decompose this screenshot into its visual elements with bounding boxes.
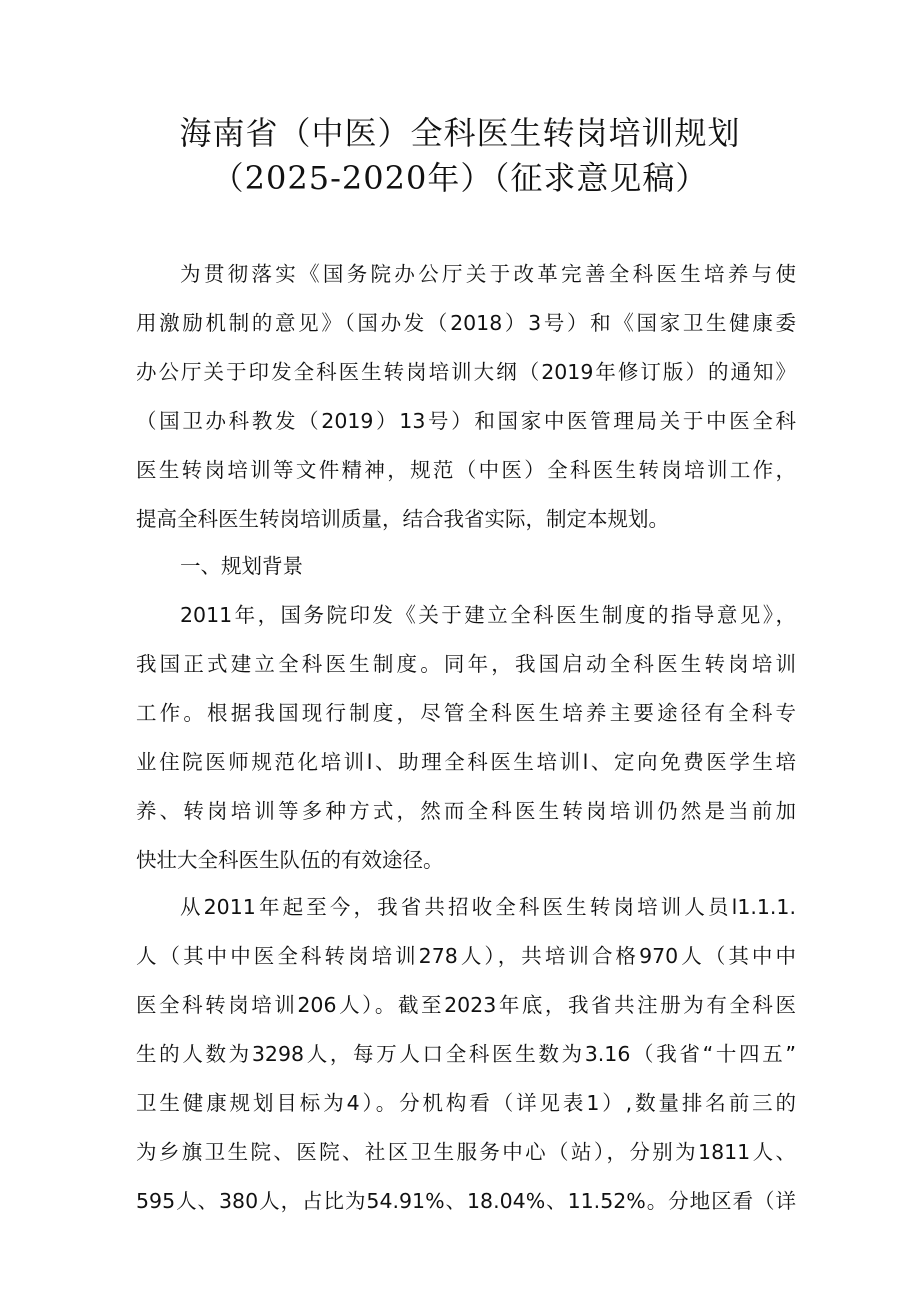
paragraph-line: 我国正式建立全科医生制度。同年，我国启动全科医生转岗培训: [136, 652, 796, 676]
paragraph-line: 从2011年起至今，我省共招收全科医生转岗培训人员l1.1.1.: [180, 895, 796, 919]
paragraph-line: 用激励机制的意见》（国办发（2018）3号）和《国家卫生健康委: [136, 311, 796, 335]
paragraph-line: 卫生健康规划目标为4）。分机构看（详见表1）,数量排名前三的: [136, 1091, 796, 1115]
document-subtitle: （2025-2020年）（征求意见稿）: [211, 159, 709, 197]
paragraph-line: 医全科转岗培训206人）。截至2023年底，我省共注册为有全科医: [136, 993, 796, 1017]
section-heading: 一、规划背景: [180, 554, 303, 578]
paragraph-line: 医生转岗培训等文件精神，规范（中医）全科医生转岗培训工作，: [136, 458, 796, 482]
paragraph-line: 办公厅关于印发全科医生转岗培训大纲（2019年修订版）的通知》: [136, 360, 796, 384]
paragraph-line: 2011年，国务院印发《关于建立全科医生制度的指导意见》，: [180, 603, 796, 627]
paragraph-line: （国卫办科教发（2019）13号）和国家中医管理局关于中医全科: [136, 409, 796, 433]
paragraph-line: 业住院医师规范化培训l、助理全科医生培训l、定向免费医学生培: [136, 750, 796, 774]
paragraph-line: 快壮大全科医生队伍的有效途径。: [136, 848, 444, 872]
paragraph-line: 为乡旗卫生院、医院、社区卫生服务中心（站），分别为1811人、: [136, 1140, 796, 1164]
paragraph-line: 提高全科医生转岗培训质量，结合我省实际，制定本规划。: [136, 507, 669, 531]
paragraph-line: 工作。根据我国现行制度，尽管全科医生培养主要途径有全科专: [136, 701, 796, 725]
paragraph-line: 595人、380人，占比为54.91%、18.04%、11.52%。分地区看（详: [136, 1189, 796, 1213]
paragraph-line: 养、转岗培训等多种方式，然而全科医生转岗培训仍然是当前加: [136, 799, 796, 823]
paragraph-line: 生的人数为3298人，每万人口全科医生数为3.16（我省“十四五”: [136, 1042, 796, 1066]
paragraph-line: 人（其中中医全科转岗培训278人），共培训合格970人（其中中: [136, 944, 796, 968]
paragraph-line: 为贯彻落实《国务院办公厅关于改革完善全科医生培养与使: [180, 262, 796, 286]
document-title: 海南省（中医）全科医生转岗培训规划: [179, 114, 741, 152]
